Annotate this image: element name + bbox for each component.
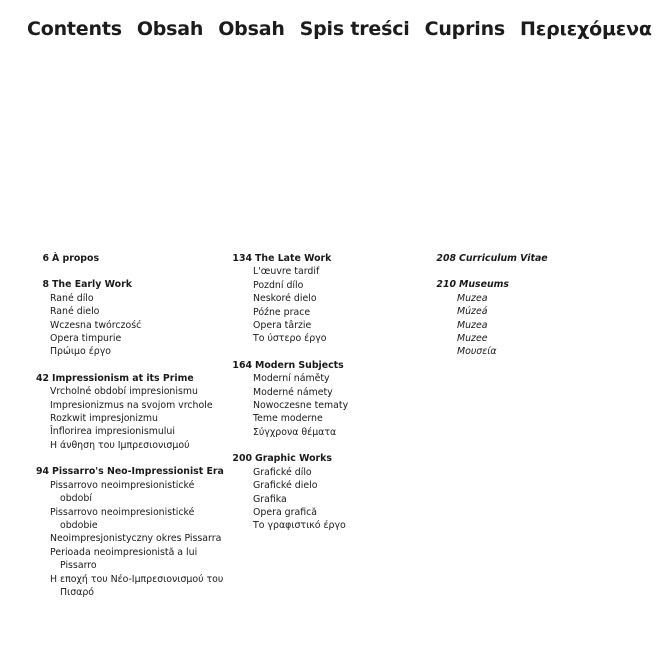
toc-entry: [432, 252, 642, 265]
toc-column-2: [228, 252, 428, 546]
toc-entry: [228, 452, 428, 532]
chapter-translation: Înflorirea impresionismului: [50, 426, 175, 438]
chapter-translation: Το γραφιστικό έργο: [253, 520, 346, 532]
chapter-translation: Moderní náměty: [253, 373, 330, 385]
toc-entry: [228, 359, 428, 439]
toc-entry: [25, 465, 225, 599]
title-czech: Obsah: [136, 18, 204, 40]
toc-entry-heading: [25, 465, 225, 478]
chapter-title: Pissarro's Neo-Impressionist Era: [52, 466, 224, 478]
toc-entry: [25, 278, 225, 358]
page-number: 208: [436, 253, 456, 264]
chapter-translation: Muzea: [457, 292, 488, 304]
toc-entry-heading: [228, 452, 428, 465]
chapter-translation: Το ύστερο έργο: [253, 333, 327, 345]
chapter-translation: Pissarrovo neoimpresionistické obdobie: [50, 506, 195, 531]
chapter-translation: Vrcholné období impresionismu: [50, 386, 198, 398]
title-english: Contents: [27, 18, 122, 40]
chapter-translation: Perioada neoimpresionistă a lui Pissarro: [50, 546, 198, 572]
chapter-translation: Múzeá: [457, 306, 488, 318]
chapter-title: The Early Work: [52, 279, 132, 291]
chapter-title: Modern Subjects: [255, 359, 344, 371]
contents-titles: [27, 18, 667, 40]
page-number: 164: [232, 359, 252, 371]
toc-entry: [228, 252, 428, 346]
chapter-translation: Opera grafică: [253, 506, 318, 518]
chapter-translation: Wczesna twórczość: [50, 319, 142, 331]
chapter-translation: Moderné námety: [253, 386, 333, 398]
toc-entry: [432, 278, 642, 358]
chapter-title: Impressionism at its Prime: [52, 372, 194, 384]
chapter-translation: Grafické dielo: [253, 480, 318, 492]
toc-column-1: [25, 252, 225, 612]
chapter-translation: Μουσεία: [457, 346, 497, 358]
page-number: 6: [42, 253, 49, 264]
title-polish: Spis treści: [299, 18, 410, 40]
page-number: 210: [436, 279, 456, 291]
chapter-translation: Opera timpurie: [50, 333, 122, 345]
chapter-translation: Η άνθηση του Ιμπρεσιονισμού: [50, 439, 190, 451]
chapter-translation: Nowoczesne tematy: [253, 400, 349, 412]
page-number: 134: [232, 253, 252, 264]
chapter-title: Curriculum Vitae: [459, 253, 548, 264]
chapter-title: The Late Work: [255, 253, 332, 264]
toc-entry-heading: [432, 252, 642, 265]
page-number: 8: [42, 279, 49, 291]
chapter-translation: Późne prace: [253, 306, 311, 318]
page-number: 94: [35, 466, 49, 478]
chapter-translation: Neskoré dielo: [253, 293, 317, 305]
chapter-translation: Rané dielo: [50, 306, 100, 318]
chapter-translation: Σύγχρονα θέματα: [253, 426, 337, 438]
toc-entry-heading: [432, 278, 642, 291]
chapter-translation: Impresionizmus na svojom vrchole: [50, 399, 213, 411]
page-number: 42: [35, 372, 49, 384]
toc-entry: [25, 252, 225, 265]
chapter-translation: Opera târzie: [253, 320, 312, 332]
toc-entry-heading: [228, 252, 428, 265]
toc-entry-heading: [25, 278, 225, 291]
chapter-translation: Grafika: [253, 493, 287, 505]
chapter-translation: Rané dílo: [50, 292, 94, 304]
chapter-title: Museums: [459, 279, 509, 291]
toc-column-3: [432, 252, 642, 372]
title-greek: Περιεχόμενα: [520, 18, 652, 40]
toc-entry-heading: [228, 359, 428, 372]
toc-entry-heading: [25, 252, 225, 265]
chapter-translation: Πρώιμο έργο: [50, 346, 112, 358]
title-slovak: Obsah: [218, 18, 285, 40]
chapter-translation: Muzea: [457, 319, 488, 331]
chapter-translation: Grafické dílo: [253, 466, 312, 478]
chapter-translation: Pozdní dílo: [253, 279, 304, 291]
chapter-translation: Η εποχή του Νέο-Ιμπρεσιονισμού του Πισαρό: [50, 573, 224, 598]
chapter-translation: Muzee: [457, 333, 488, 345]
chapter-title: À propos: [52, 253, 100, 264]
chapter-translation: Teme moderne: [253, 413, 323, 425]
toc-entry-heading: [25, 372, 225, 385]
title-romanian: Cuprins: [424, 18, 505, 40]
chapter-translation: Neoimpresjonistyczny okres Pissarra: [50, 533, 222, 545]
chapter-translation: L'œuvre tardif: [253, 266, 320, 278]
chapter-translation: Pissarrovo neoimpresionistické období: [50, 479, 195, 505]
page-number: 200: [232, 453, 252, 465]
chapter-translation: Rozkwit impresjonizmu: [50, 413, 158, 425]
toc-entry: [25, 372, 225, 452]
chapter-title: Graphic Works: [255, 453, 332, 465]
